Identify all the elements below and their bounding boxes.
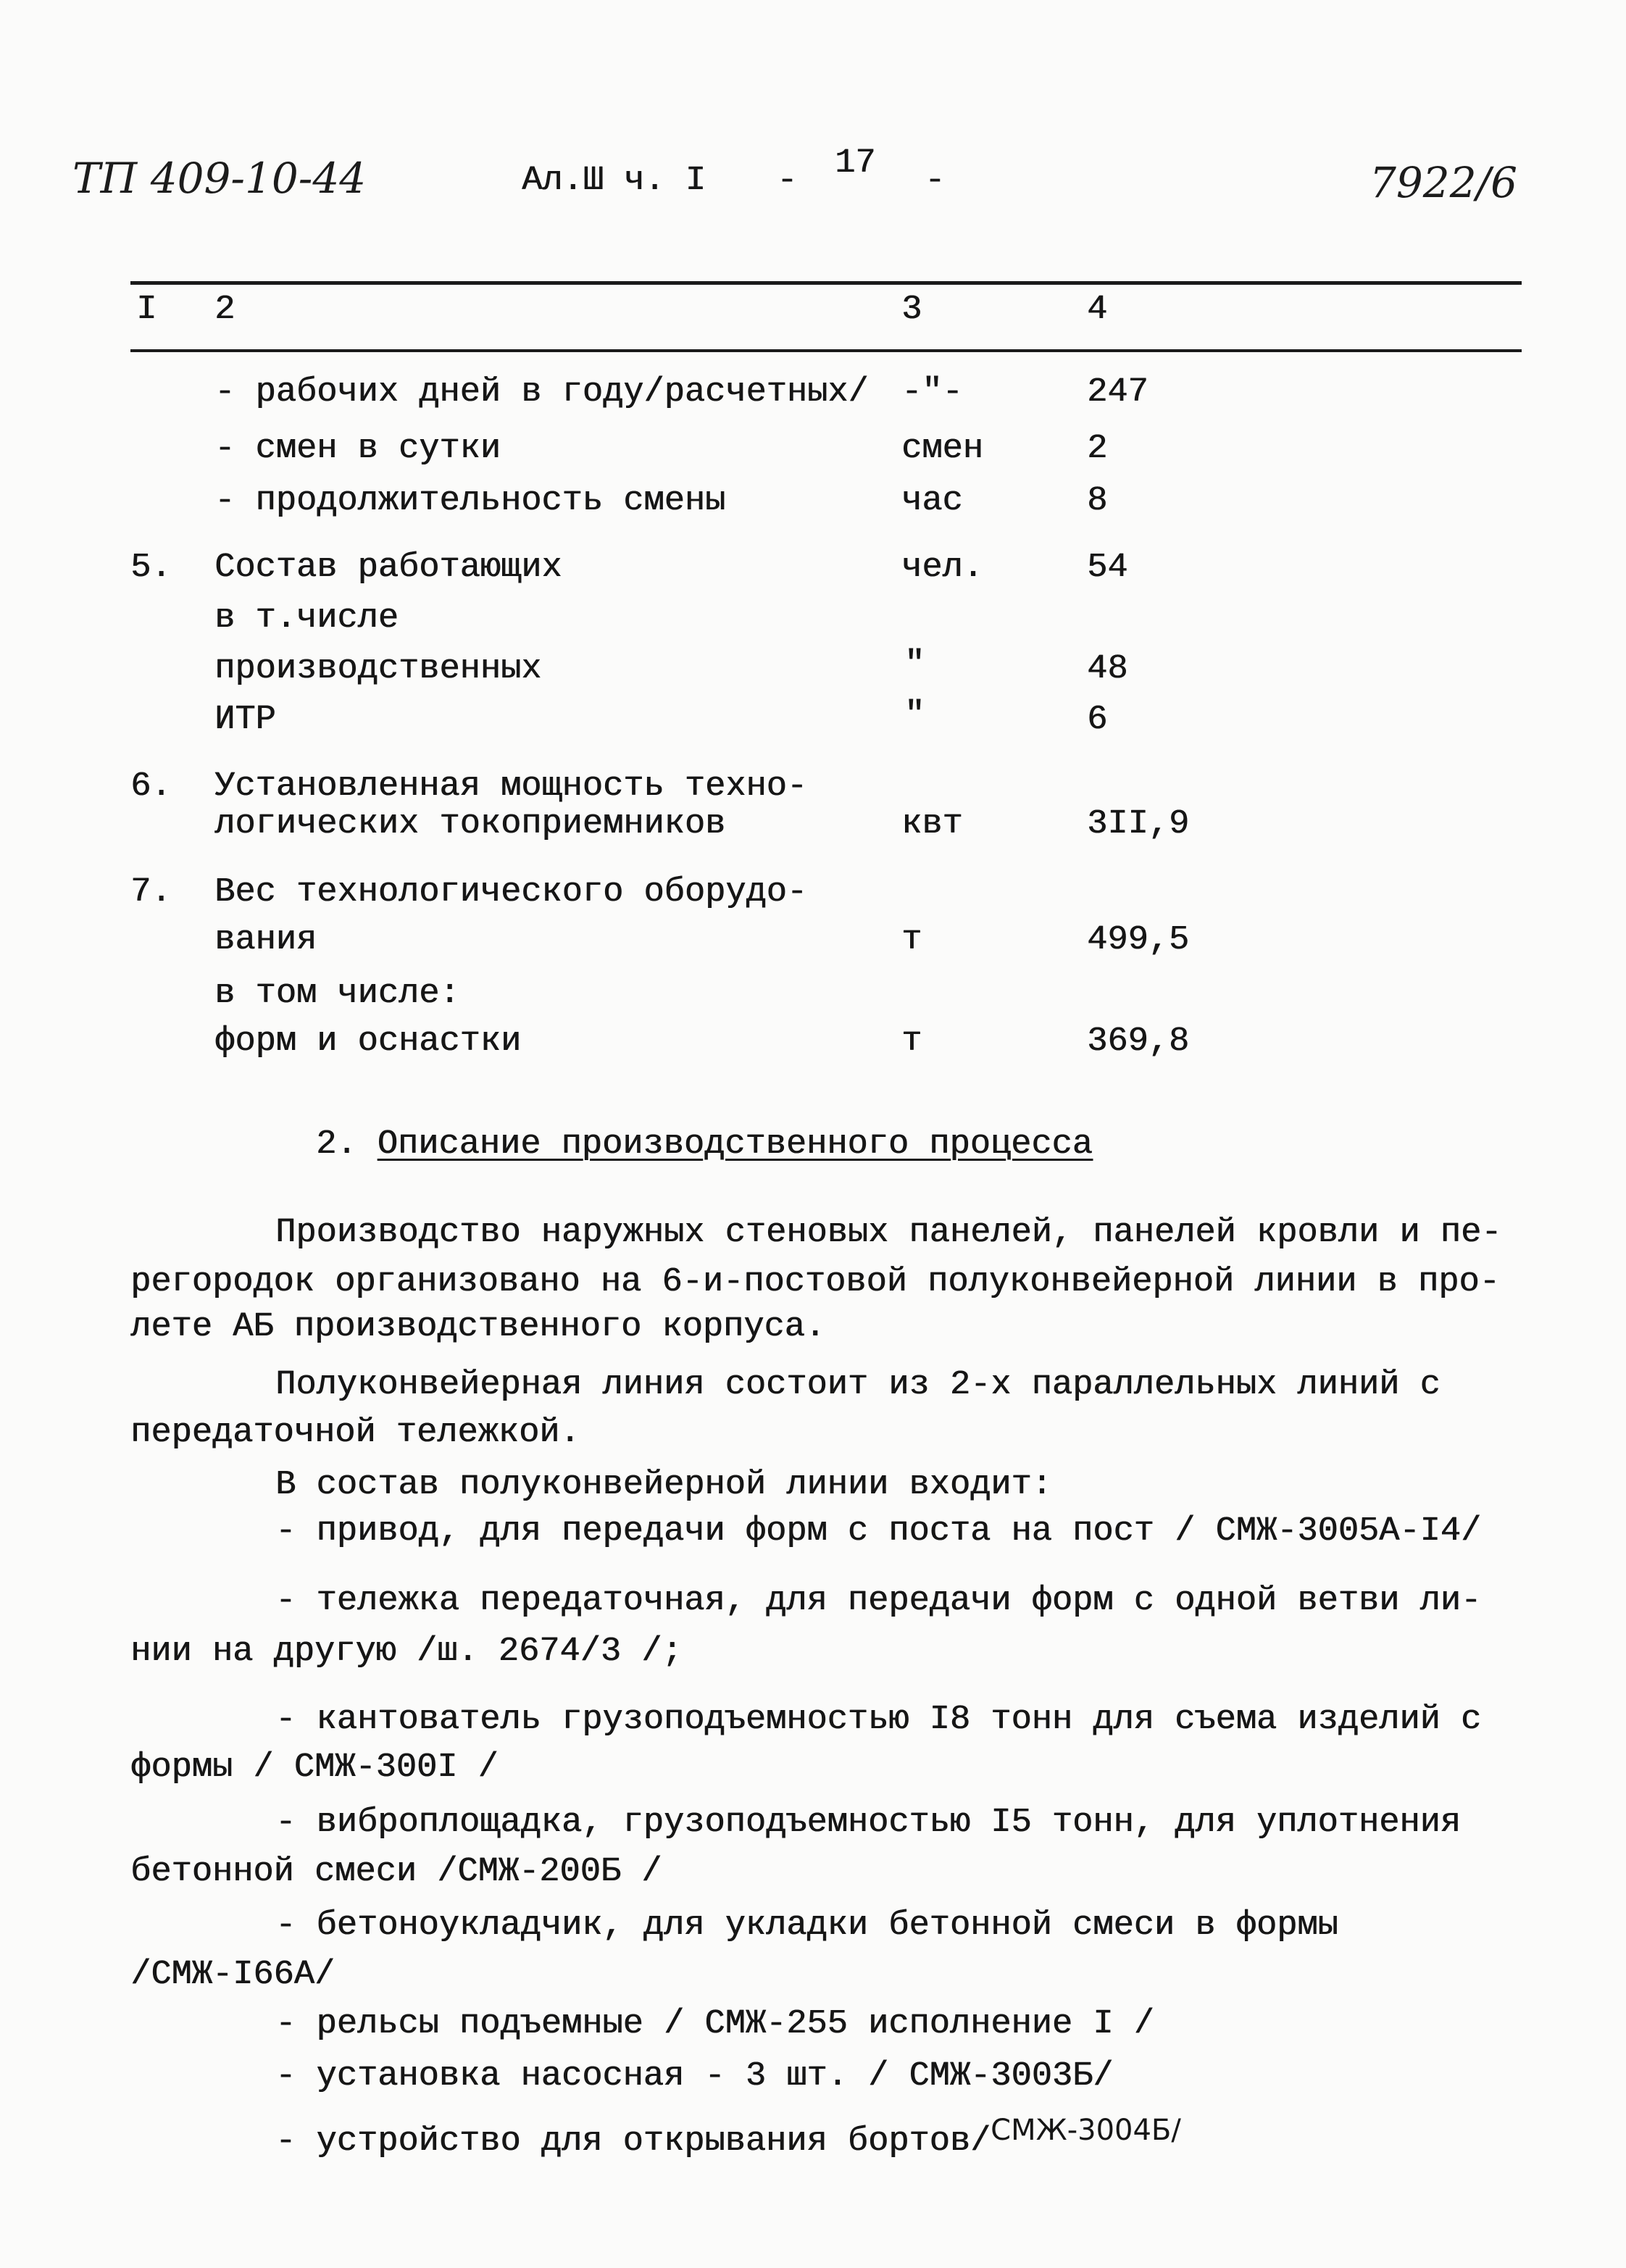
doc-code: ТП 409-10-44 (72, 154, 367, 203)
list-item-line: - тележка передаточная, для передачи форм с одной ветви ли- (275, 1582, 1482, 1620)
table-row-unit: т (901, 921, 922, 959)
table-row-unit: квт (901, 805, 963, 843)
table-row-label: в том числе: (214, 975, 460, 1013)
table-row-value: 247 (1087, 373, 1148, 412)
list-item-line: бетонной смеси /СМЖ-200Б / (130, 1853, 662, 1891)
table-top-rule (130, 281, 1522, 285)
table-row-value: 499,5 (1087, 921, 1190, 959)
paragraph-line: регородок организовано на 6-и-постовой полуконвейерной линии в про- (130, 1263, 1500, 1301)
list-item-text: - устройство для открывания бортов/ (275, 2122, 991, 2161)
list-intro: В состав полуконвейерной линии входит: (275, 1466, 1052, 1504)
col-header-3: 3 (901, 291, 922, 329)
list-item-line: нии на другую /ш. 2674/3 /; (130, 1633, 683, 1671)
table-row-unit: " (904, 696, 925, 735)
table-row-value: 48 (1087, 650, 1128, 688)
list-item-line (275, 2114, 1181, 2162)
section-number: 2. (316, 1125, 357, 1164)
page-number: 17 (835, 144, 876, 183)
table-row-label: - продолжительность смены (214, 482, 726, 520)
table-row-number: 6. (130, 767, 172, 806)
paragraph-line: лете АБ производственного корпуса. (130, 1308, 825, 1346)
section-title: Описание производственного процесса (377, 1125, 1093, 1164)
page-dash-left: - (777, 162, 798, 200)
col-header-2: 2 (214, 291, 235, 329)
table-row-label-cont: логических токоприемников (214, 805, 726, 843)
page-dash-right: - (925, 162, 946, 200)
table-row-value: 3II,9 (1087, 805, 1190, 843)
table-row-unit: -"- (901, 373, 963, 412)
table-row-value: 8 (1087, 482, 1108, 520)
list-item-line: - установка насосная - 3 шт. / СМЖ-3003Б/ (275, 2057, 1114, 2096)
paragraph-line: Производство наружных стеновых панелей, панелей кровли и пе- (275, 1214, 1502, 1252)
table-row-label-cont: вания (214, 921, 317, 959)
section-heading (316, 1125, 1093, 1165)
list-item-line: - виброплощадка, грузоподъемностью I5 тонн, для уплотнения (275, 1804, 1461, 1842)
list-item-line: - бетоноукладчик, для укладки бетонной смеси в формы (275, 1906, 1338, 1945)
table-row-label: Состав работающих (214, 549, 562, 587)
table-row-unit: смен (901, 430, 983, 468)
list-item-line: - рельсы подъемные / СМЖ-255 исполнение I / (275, 2005, 1154, 2043)
table-row-value: 6 (1087, 701, 1108, 739)
table-row-label: ИТР (214, 701, 276, 739)
list-item-line: - привод, для передачи форм с поста на пост / СМЖ-3005А-I4/ (275, 1512, 1482, 1551)
list-item-line: формы / СМЖ-300I / (130, 1748, 499, 1787)
table-row-unit: час (901, 482, 963, 520)
table-row-unit: т (901, 1022, 922, 1061)
table-row-unit: чел. (901, 549, 983, 587)
col-header-1: I (136, 291, 157, 329)
table-header-rule (130, 349, 1522, 352)
table-row-label: - рабочих дней в году/расчетных/ (214, 373, 869, 412)
list-item-line: /СМЖ-I66А/ (130, 1956, 335, 1994)
paragraph-line: передаточной тележкой. (130, 1414, 580, 1452)
table-row-value: 369,8 (1087, 1022, 1190, 1061)
table-row-label: производственных (214, 650, 542, 688)
table-row-value: 54 (1087, 549, 1128, 587)
table-row-label: в т.числе (214, 599, 399, 638)
table-row-number: 5. (130, 549, 172, 587)
col-header-4: 4 (1087, 291, 1108, 329)
inventory-number: 7922/6 (1369, 158, 1518, 207)
table-row-label: Вес технологического оборудо- (214, 873, 807, 912)
table-row-unit: " (904, 646, 925, 684)
list-item-line: - кантователь грузоподъемностью I8 тонн для съема изделий с (275, 1701, 1482, 1739)
paragraph-line: Полуконвейерная линия состоит из 2-х параллельных линий с (275, 1366, 1441, 1404)
table-row-label: форм и оснастки (214, 1022, 522, 1061)
table-row-value: 2 (1087, 430, 1108, 468)
table-row-label: Установленная мощность техно- (214, 767, 807, 806)
equipment-code: СМЖ-3004Б/ (991, 2114, 1181, 2147)
album-ref: Ал.Ш ч. I (522, 162, 706, 200)
table-row-number: 7. (130, 873, 172, 912)
table-row-label: - смен в сутки (214, 430, 501, 468)
